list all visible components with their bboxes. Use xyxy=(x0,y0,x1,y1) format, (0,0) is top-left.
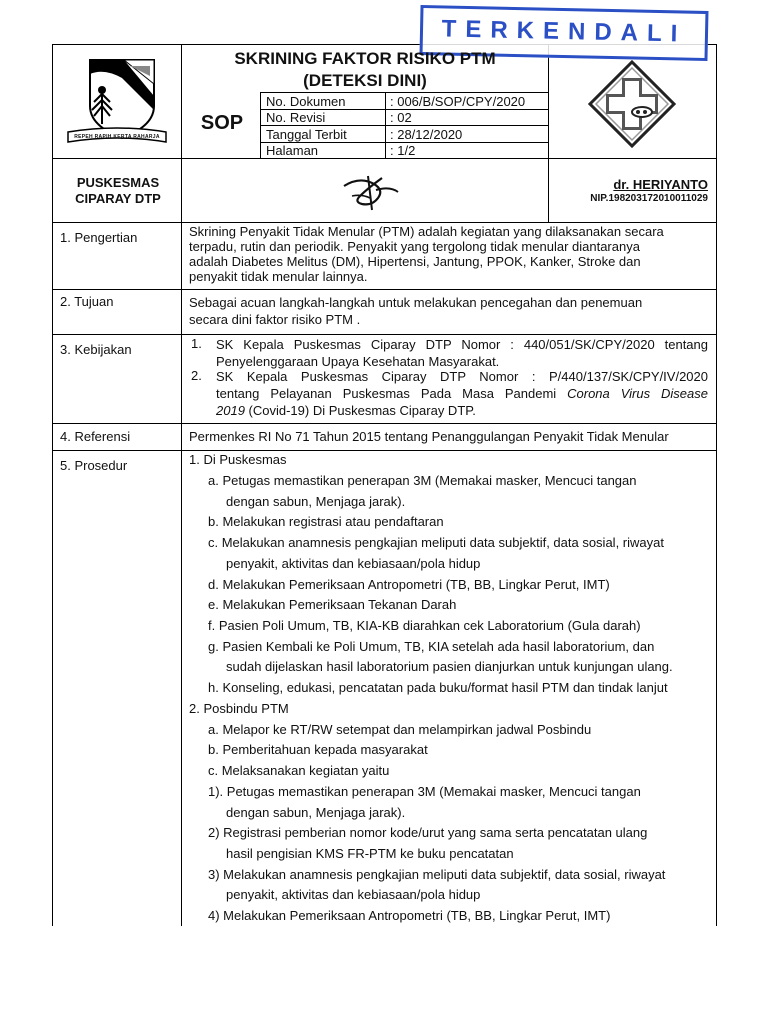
prosedur-item: c. Melakukan anamnesis pengkajian meliputi data subjektif, data sosial, riwayat xyxy=(208,535,664,550)
puskesmas-logo xyxy=(588,60,676,148)
section-referensi-label: 4. Referensi xyxy=(60,429,131,444)
section-tujuan-text xyxy=(189,294,708,328)
prosedur-item: g. Pasien Kembali ke Poli Umum, TB, KIA setelah ada hasil laboratorium, dan xyxy=(208,639,655,654)
org-name xyxy=(56,175,180,207)
meta-issue-date-value: : 28/12/2020 xyxy=(390,127,463,142)
org-name-line1: PUSKESMAS xyxy=(76,175,160,190)
tujuan-line: Sebagai acuan langkah-langkah untuk melakukan pencegahan dan penemuan xyxy=(189,295,643,310)
prosedur-subitem: 4) Melakukan Pemeriksaan Antropometri (TB, BB, Lingkar Perut, IMT) xyxy=(208,908,611,923)
prosedur-item-cont: dengan sabun, Menjaga jarak). xyxy=(226,494,406,509)
section-pengertian-label: 1. Pengertian xyxy=(60,230,138,245)
sop-label: SOP xyxy=(200,112,244,134)
prosedur-subitem: 1). Petugas memastikan penerapan 3M (Memakai masker, Mencuci tangan xyxy=(208,784,641,799)
kebijakan-item-text xyxy=(216,336,708,370)
section-pengertian-text xyxy=(189,224,708,284)
prosedur-item: a. Petugas memastikan penerapan 3M (Memakai masker, Mencuci tangan xyxy=(208,473,637,488)
prosedur-subitem-cont: penyakit, aktivitas dan kebiasaan/pola hidup xyxy=(226,887,481,902)
section-tujuan-label: 2. Tujuan xyxy=(60,294,114,309)
meta-issue-date-label: Tanggal Terbit xyxy=(266,127,347,142)
kebijakan-line: Penyelenggaraan Upaya Kesehatan Masyarakat. xyxy=(216,354,500,369)
prosedur-item: b. Melakukan registrasi atau pendaftaran xyxy=(208,514,444,529)
meta-revision-label: No. Revisi xyxy=(266,110,326,125)
section-prosedur-label: 5. Prosedur xyxy=(60,458,128,473)
org-name-line2: CIPARAY DTP xyxy=(75,191,161,206)
prosedur-heading: 2. Posbindu PTM xyxy=(189,701,289,716)
kebijakan-item-number: 2. xyxy=(191,368,202,383)
prosedur-item-cont: penyakit, aktivitas dan kebiasaan/pola hidup xyxy=(226,556,481,571)
meta-revision-value: : 02 xyxy=(390,110,412,125)
pengertian-line: penyakit tidak menular lainnya. xyxy=(189,269,368,284)
prosedur-item: c. Melaksanakan kegiatan yaitu xyxy=(208,763,390,778)
tujuan-line: secara dini faktor risiko PTM . xyxy=(189,312,361,327)
prosedur-subitem-cont: hasil pengisian KMS FR-PTM ke buku pencatatan xyxy=(226,846,514,861)
signer-nip: NIP.198203172010011029 xyxy=(590,193,708,204)
prosedur-subitem: 2) Registrasi pemberian nomor kode/urut yang sama serta pencatatan ulang xyxy=(208,825,648,840)
signer-name: dr. HERIYANTO xyxy=(613,177,708,192)
kebijakan-text: tentang Pelayanan Puskesmas Pada Masa Pandemi xyxy=(216,386,568,401)
kebijakan-item-text xyxy=(216,368,708,419)
document-title-line1: SKRINING FAKTOR RISIKO PTM xyxy=(234,49,496,68)
regency-logo xyxy=(62,54,172,149)
pengertian-line: terpadu, rutin dan periodik. Penyakit yang tergolong tidak menular diantaranya xyxy=(189,239,640,254)
prosedur-item: d. Melakukan Pemeriksaan Antropometri (TB, BB, Lingkar Perut, IMT) xyxy=(208,577,610,592)
prosedur-item-cont: sudah dijelaskan hasil laboratorium pasien dianjurkan untuk kunjungan ulang. xyxy=(226,659,673,674)
section-kebijakan-label: 3. Kebijakan xyxy=(60,342,132,357)
pengertian-line: adalah Diabetes Melitus (DM), Hipertensi, Jantung, PPOK, Kanker, Stroke dan xyxy=(189,254,641,269)
prosedur-subitem-cont: dengan sabun, Menjaga jarak). xyxy=(226,805,406,820)
document-title-line2: (DETEKSI DINI) xyxy=(303,71,427,90)
kebijakan-italic-text: 2019 xyxy=(216,403,245,418)
kebijakan-line xyxy=(216,385,708,402)
terkendali-stamp: TERKENDALI xyxy=(420,5,709,61)
prosedur-item: f. Pasien Poli Umum, TB, KIA-KB diarahkan cek Laboratorium (Gula darah) xyxy=(208,618,641,633)
kebijakan-line xyxy=(216,402,708,419)
section-referensi-text: Permenkes RI No 71 Tahun 2015 tentang Penanggulangan Penyakit Tidak Menular xyxy=(189,429,669,444)
prosedur-subitem: 3) Melakukan anamnesis pengkajian meliputi data subjektif, data sosial, riwayat xyxy=(208,867,666,882)
kebijakan-italic-text: Corona Virus Disease xyxy=(567,386,708,401)
prosedur-item: b. Pemberitahuan kepada masyarakat xyxy=(208,742,428,757)
prosedur-heading: 1. Di Puskesmas xyxy=(189,452,287,467)
meta-page-label: Halaman xyxy=(266,143,319,158)
prosedur-item: e. Melakukan Pemeriksaan Tekanan Darah xyxy=(208,597,457,612)
kebijakan-text: (Covid-19) Di Puskesmas Ciparay DTP. xyxy=(244,403,476,418)
pengertian-line: Skrining Penyakit Tidak Menular (PTM) adalah kegiatan yang dilaksanakan secara xyxy=(189,224,664,239)
kebijakan-line: SK Kepala Puskesmas Ciparay DTP Nomor : P/440/137/SK/CPY/IV/2020 xyxy=(216,369,708,384)
meta-doc-number-label: No. Dokumen xyxy=(266,94,346,109)
prosedur-item: h. Konseling, edukasi, pencatatan pada buku/format hasil PTM dan tindak lanjut xyxy=(208,680,668,695)
logo-banner-text: REPEH RAPIH KERTA RAHARJA xyxy=(74,134,160,140)
meta-page-value: : 1/2 xyxy=(390,143,416,158)
kebijakan-item-number: 1. xyxy=(191,336,202,351)
prosedur-item: a. Melapor ke RT/RW setempat dan melampirkan jadwal Posbindu xyxy=(208,722,592,737)
kebijakan-line: SK Kepala Puskesmas Ciparay DTP Nomor : 440/051/SK/CPY/2020 tentang xyxy=(216,337,708,352)
meta-doc-number-value: : 006/B/SOP/CPY/2020 xyxy=(390,94,526,109)
signature xyxy=(338,168,404,216)
